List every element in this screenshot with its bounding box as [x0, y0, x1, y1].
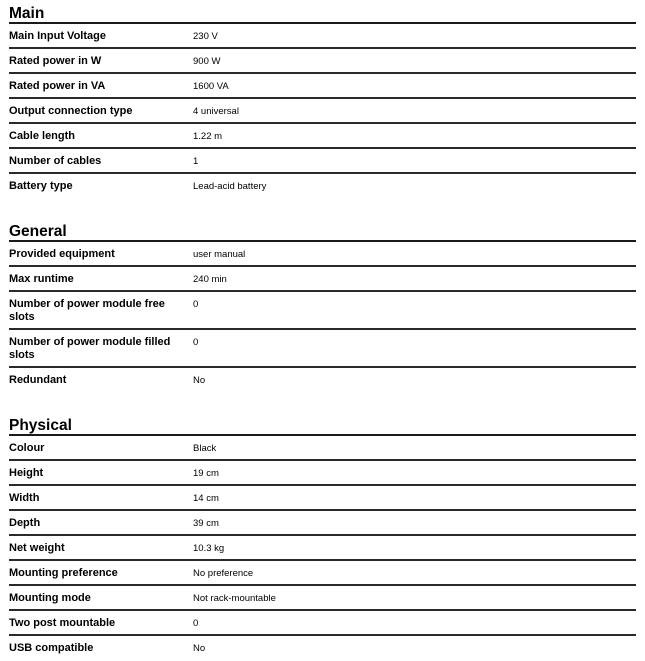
spec-label: Max runtime — [9, 273, 74, 285]
spec-value: No preference — [193, 568, 254, 579]
spec-row — [9, 486, 636, 511]
spec-row — [9, 611, 636, 636]
spec-label: Two post mountable — [9, 617, 116, 629]
spec-value: 14 cm — [193, 493, 219, 504]
section-title: General — [9, 218, 636, 242]
spec-row — [9, 124, 636, 149]
spec-row — [9, 49, 636, 74]
spec-label: Colour — [9, 442, 45, 454]
spec-label: Width — [9, 492, 40, 504]
spec-label: Mounting preference — [9, 567, 118, 579]
spec-label: Height — [9, 467, 44, 479]
spec-value: 10.3 kg — [193, 543, 225, 554]
spec-value: 0 — [193, 618, 199, 629]
spec-row — [9, 561, 636, 586]
spec-label: Battery type — [9, 180, 73, 192]
spec-row — [9, 636, 636, 661]
spec-row — [9, 174, 636, 199]
spec-row — [9, 436, 636, 461]
spec-row — [9, 511, 636, 536]
spec-row — [9, 330, 636, 368]
spec-row — [9, 149, 636, 174]
spec-value: No — [193, 643, 206, 654]
spec-label: Mounting mode — [9, 592, 91, 604]
spec-value: 0 — [193, 337, 199, 348]
spec-value: 1600 VA — [193, 81, 229, 92]
spec-row — [9, 368, 636, 393]
spec-label: Main Input Voltage — [9, 30, 106, 42]
spec-row — [9, 242, 636, 267]
spec-value: user manual — [193, 249, 246, 260]
section-general — [9, 218, 636, 393]
spec-value: Not rack-mountable — [193, 593, 276, 604]
spec-row — [9, 461, 636, 486]
spec-row — [9, 24, 636, 49]
spec-value: 230 V — [193, 31, 218, 42]
spec-label: Net weight — [9, 542, 65, 554]
spec-label: Provided equipment — [9, 248, 115, 260]
spec-label: Output connection type — [9, 105, 133, 117]
spec-label: Rated power in VA — [9, 80, 106, 92]
spec-row — [9, 586, 636, 611]
spec-label: Number of power module filled slots — [9, 336, 171, 361]
spec-label: Cable length — [9, 130, 76, 142]
spec-value: 900 W — [193, 56, 221, 67]
spec-row — [9, 99, 636, 124]
spec-row — [9, 536, 636, 561]
spec-value: 0 — [193, 299, 199, 310]
spec-value: No — [193, 375, 206, 386]
spec-row — [9, 292, 636, 330]
spec-value: Black — [193, 443, 217, 454]
spec-row — [9, 267, 636, 292]
spec-value: 19 cm — [193, 468, 219, 479]
spec-label: Redundant — [9, 374, 67, 386]
spec-value: 240 min — [193, 274, 227, 285]
spec-value: 1 — [193, 156, 199, 167]
spec-value: Lead-acid battery — [193, 181, 267, 192]
spec-label: Number of cables — [9, 155, 102, 167]
spec-label: Rated power in W — [9, 55, 102, 67]
spec-label: Depth — [9, 517, 41, 529]
section-title: Physical — [9, 412, 636, 436]
spec-row — [9, 74, 636, 99]
section-title: Main — [9, 0, 636, 24]
spec-label: USB compatible — [9, 642, 94, 654]
spec-value: 4 universal — [193, 106, 239, 117]
section-main — [9, 0, 636, 199]
spec-value: 39 cm — [193, 518, 219, 529]
spec-label: Number of power module free slots — [9, 298, 165, 323]
spec-value: 1.22 m — [193, 131, 223, 142]
section-physical — [9, 412, 636, 661]
